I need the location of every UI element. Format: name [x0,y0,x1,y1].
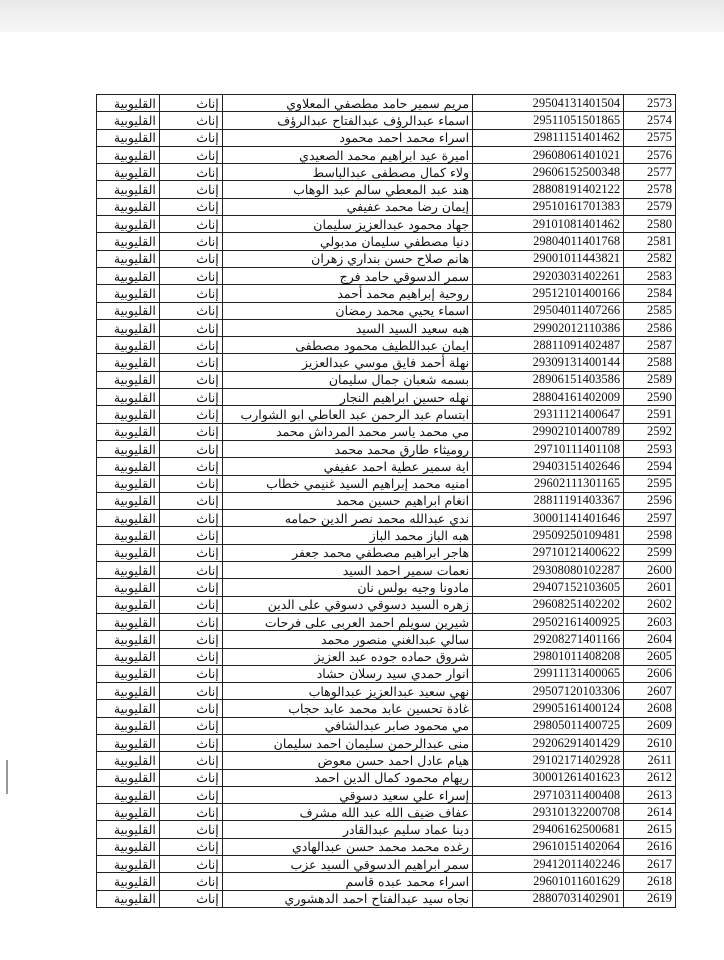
governorate-cell: القليوبية [97,164,160,181]
table-row [97,596,676,613]
national-id-cell: 29606152500348 [473,164,624,181]
gender-cell: إناث [159,579,222,596]
serial-number-cell: 2615 [624,821,676,838]
name-cell: هبه سعيد السيد السيد [222,319,472,336]
gender-cell: إناث [159,769,222,786]
table-row [97,648,676,665]
serial-number-cell: 2587 [624,337,676,354]
gender-cell: إناث [159,475,222,492]
governorate-cell: القليوبية [97,440,160,457]
table-row [97,613,676,630]
national-id-cell: 29310132200708 [473,804,624,821]
governorate-cell: القليوبية [97,389,160,406]
gender-cell: إناث [159,337,222,354]
roster-body [97,95,676,908]
national-id-cell: 29801011408208 [473,648,624,665]
gender-cell: إناث [159,804,222,821]
gender-cell: إناث [159,95,222,112]
page-top-shadow [0,0,724,32]
governorate-cell: القليوبية [97,233,160,250]
name-cell: إسراء علي سعيد دسوقي [222,786,472,803]
gender-cell: إناث [159,873,222,890]
gender-cell: إناث [159,129,222,146]
governorate-cell: القليوبية [97,873,160,890]
table-row [97,389,676,406]
national-id-cell: 29406162500681 [473,821,624,838]
name-cell: روميثاء طارق محمد محمد [222,440,472,457]
governorate-cell: القليوبية [97,129,160,146]
gender-cell: إناث [159,389,222,406]
gender-cell: إناث [159,423,222,440]
table-row [97,786,676,803]
table-row [97,302,676,319]
table-row [97,250,676,267]
governorate-cell: القليوبية [97,596,160,613]
name-cell: روحية إبراهيم محمد أحمد [222,285,472,302]
national-id-cell: 29504131401504 [473,95,624,112]
table-row [97,752,676,769]
gender-cell: إناث [159,527,222,544]
governorate-cell: القليوبية [97,665,160,682]
gender-cell: إناث [159,354,222,371]
table-row [97,337,676,354]
governorate-cell: القليوبية [97,458,160,475]
gender-cell: إناث [159,198,222,215]
gender-cell: إناث [159,233,222,250]
serial-number-cell: 2579 [624,198,676,215]
serial-number-cell: 2575 [624,129,676,146]
table-row [97,579,676,596]
table-row [97,873,676,890]
name-cell: مادونا وجيه بولس نان [222,579,472,596]
governorate-cell: القليوبية [97,250,160,267]
serial-number-cell: 2595 [624,475,676,492]
gender-cell: إناث [159,285,222,302]
table-row [97,181,676,198]
governorate-cell: القليوبية [97,838,160,855]
gender-cell: إناث [159,302,222,319]
table-row [97,267,676,284]
national-id-cell: 29710121400622 [473,544,624,561]
table-row [97,458,676,475]
governorate-cell: القليوبية [97,406,160,423]
name-cell: اسراء محمد احمد محمود [222,129,472,146]
name-cell: رغده محمد محمد حسن عبدالهادي [222,838,472,855]
serial-number-cell: 2605 [624,648,676,665]
name-cell: ايمان عبداللطيف محمود مصطفى [222,337,472,354]
governorate-cell: القليوبية [97,613,160,630]
table-row [97,354,676,371]
table-row [97,112,676,129]
gender-cell: إناث [159,458,222,475]
table-row [97,631,676,648]
governorate-cell: القليوبية [97,527,160,544]
gender-cell: إناث [159,821,222,838]
serial-number-cell: 2580 [624,216,676,233]
gender-cell: إناث [159,112,222,129]
national-id-cell: 29804011401768 [473,233,624,250]
table-row [97,475,676,492]
name-cell: دنيا مصطفي سليمان مدبولي [222,233,472,250]
name-cell: نهي سعيد عبدالعزيز عبدالوهاب [222,683,472,700]
table-row [97,371,676,388]
name-cell: جهاد محمود عبدالعزيز سليمان [222,216,472,233]
table-row [97,95,676,112]
governorate-cell: القليوبية [97,579,160,596]
serial-number-cell: 2599 [624,544,676,561]
table-row [97,804,676,821]
name-cell: هبه الباز محمد الباز [222,527,472,544]
table-row [97,423,676,440]
table-row [97,510,676,527]
name-cell: سمر الدسوقي حامد فرج [222,267,472,284]
national-id-cell: 28804161402009 [473,389,624,406]
governorate-cell: القليوبية [97,631,160,648]
gender-cell: إناث [159,510,222,527]
name-cell: نهلة أحمد فايق موسي عبدالعزيز [222,354,472,371]
national-id-cell: 29510161701383 [473,198,624,215]
name-cell: ندي عبدالله محمد نصر الدين حمامه [222,510,472,527]
gender-cell: إناث [159,890,222,907]
name-cell: زهره السيد دسوقي دسوقي على الدين [222,596,472,613]
national-id-cell: 28811191403367 [473,492,624,509]
governorate-cell: القليوبية [97,700,160,717]
serial-number-cell: 2602 [624,596,676,613]
serial-number-cell: 2612 [624,769,676,786]
governorate-cell: القليوبية [97,475,160,492]
gender-cell: إناث [159,665,222,682]
name-cell: هند عبد المعطي سالم عبد الوهاب [222,181,472,198]
national-id-cell: 28807031402901 [473,890,624,907]
name-cell: شيرين سويلم احمد العربى على فرحات [222,613,472,630]
serial-number-cell: 2618 [624,873,676,890]
table-row [97,198,676,215]
serial-number-cell: 2596 [624,492,676,509]
governorate-cell: القليوبية [97,890,160,907]
serial-number-cell: 2573 [624,95,676,112]
gender-cell: إناث [159,319,222,336]
national-id-cell: 28808191402122 [473,181,624,198]
serial-number-cell: 2608 [624,700,676,717]
gender-cell: إناث [159,164,222,181]
table-row [97,406,676,423]
table-row [97,734,676,751]
governorate-cell: القليوبية [97,856,160,873]
governorate-cell: القليوبية [97,786,160,803]
serial-number-cell: 2585 [624,302,676,319]
national-id-cell: 28906151403586 [473,371,624,388]
serial-number-cell: 2574 [624,112,676,129]
national-id-cell: 29710311400408 [473,786,624,803]
gender-cell: إناث [159,648,222,665]
gender-cell: إناث [159,838,222,855]
national-id-cell: 29902012110386 [473,319,624,336]
governorate-cell: القليوبية [97,510,160,527]
gender-cell: إناث [159,250,222,267]
national-id-cell: 29811151401462 [473,129,624,146]
gender-cell: إناث [159,267,222,284]
national-id-cell: 30001261401623 [473,769,624,786]
governorate-cell: القليوبية [97,146,160,163]
national-id-cell: 29308080102287 [473,562,624,579]
serial-number-cell: 2607 [624,683,676,700]
name-cell: إيمان رضا محمد عفيفي [222,198,472,215]
national-id-cell: 29511051501865 [473,112,624,129]
national-id-cell: 29309131400144 [473,354,624,371]
serial-number-cell: 2617 [624,856,676,873]
governorate-cell: القليوبية [97,821,160,838]
gender-cell: إناث [159,700,222,717]
serial-number-cell: 2577 [624,164,676,181]
serial-number-cell: 2611 [624,752,676,769]
national-id-cell: 29610151402064 [473,838,624,855]
serial-number-cell: 2597 [624,510,676,527]
governorate-cell: القليوبية [97,752,160,769]
gender-cell: إناث [159,562,222,579]
name-cell: ابتسام عبد الرحمن عبد العاطي ابو الشوارب [222,406,472,423]
table-row [97,492,676,509]
table-row [97,562,676,579]
national-id-cell: 29601011601629 [473,873,624,890]
national-id-cell: 29608061401021 [473,146,624,163]
name-cell: امنيه محمد إبراهيم السيد غنيمي خطاب [222,475,472,492]
table-row [97,216,676,233]
governorate-cell: القليوبية [97,216,160,233]
gender-cell: إناث [159,181,222,198]
name-cell: اميرة عيد ابراهيم محمد الصعيدي [222,146,472,163]
table-row [97,700,676,717]
governorate-cell: القليوبية [97,804,160,821]
table-row [97,665,676,682]
name-cell: مريم سمير حامد مطصفي المعلاوي [222,95,472,112]
governorate-cell: القليوبية [97,302,160,319]
name-cell: بسمه شعبان جمال سليمان [222,371,472,388]
table-row [97,838,676,855]
serial-number-cell: 2610 [624,734,676,751]
national-id-cell: 29608251402202 [473,596,624,613]
gender-cell: إناث [159,613,222,630]
governorate-cell: القليوبية [97,285,160,302]
scan-edge-mark [6,760,8,794]
name-cell: سالي عبدالغني منصور محمد [222,631,472,648]
name-cell: انغام ابراهيم حسين محمد [222,492,472,509]
serial-number-cell: 2591 [624,406,676,423]
serial-number-cell: 2600 [624,562,676,579]
gender-cell: إناث [159,544,222,561]
table-row [97,717,676,734]
gender-cell: إناث [159,717,222,734]
governorate-cell: القليوبية [97,267,160,284]
national-id-cell: 30001141401646 [473,510,624,527]
table-row [97,683,676,700]
gender-cell: إناث [159,752,222,769]
governorate-cell: القليوبية [97,112,160,129]
gender-cell: إناث [159,216,222,233]
governorate-cell: القليوبية [97,198,160,215]
national-id-cell: 29403151402646 [473,458,624,475]
serial-number-cell: 2584 [624,285,676,302]
name-cell: نعمات سمير احمد السيد [222,562,472,579]
serial-number-cell: 2606 [624,665,676,682]
table-row [97,164,676,181]
name-cell: غادة تحسين عابد محمد عابد حجاب [222,700,472,717]
governorate-cell: القليوبية [97,683,160,700]
name-cell: نهله حسين ابراهيم النجار [222,389,472,406]
serial-number-cell: 2592 [624,423,676,440]
table-row [97,319,676,336]
national-id-cell: 29101081401462 [473,216,624,233]
governorate-cell: القليوبية [97,371,160,388]
name-cell: مي محمود صابر عبدالشافي [222,717,472,734]
serial-number-cell: 2593 [624,440,676,457]
national-id-cell: 29512101400166 [473,285,624,302]
national-id-cell: 29805011400725 [473,717,624,734]
gender-cell: إناث [159,492,222,509]
national-id-cell: 29911131400065 [473,665,624,682]
serial-number-cell: 2582 [624,250,676,267]
national-id-cell: 29102171402928 [473,752,624,769]
name-cell: هاجر ابراهيم مصطفي محمد جعفر [222,544,472,561]
governorate-cell: القليوبية [97,181,160,198]
gender-cell: إناث [159,631,222,648]
serial-number-cell: 2589 [624,371,676,388]
governorate-cell: القليوبية [97,734,160,751]
national-id-cell: 29203031402261 [473,267,624,284]
serial-number-cell: 2614 [624,804,676,821]
serial-number-cell: 2594 [624,458,676,475]
governorate-cell: القليوبية [97,423,160,440]
national-id-cell: 29311121400647 [473,406,624,423]
serial-number-cell: 2586 [624,319,676,336]
national-id-cell: 29502161400925 [473,613,624,630]
roster-table [96,94,676,908]
name-cell: هانم صلاح حسن بنداري زهران [222,250,472,267]
table-row [97,821,676,838]
table-row [97,856,676,873]
name-cell: اسماء يحيي محمد رمضان [222,302,472,319]
table-row [97,769,676,786]
serial-number-cell: 2576 [624,146,676,163]
gender-cell: إناث [159,786,222,803]
national-id-cell: 29206291401429 [473,734,624,751]
national-id-cell: 29504011407266 [473,302,624,319]
national-id-cell: 29905161400124 [473,700,624,717]
national-id-cell: 29710111401108 [473,440,624,457]
table-row [97,527,676,544]
serial-number-cell: 2590 [624,389,676,406]
gender-cell: إناث [159,440,222,457]
governorate-cell: القليوبية [97,354,160,371]
gender-cell: إناث [159,856,222,873]
national-id-cell: 29602111301165 [473,475,624,492]
name-cell: هيام عادل احمد حسن معوض [222,752,472,769]
table-row [97,146,676,163]
governorate-cell: القليوبية [97,544,160,561]
name-cell: نجاه سيد عبدالفتاح احمد الدهشوري [222,890,472,907]
table-row [97,440,676,457]
governorate-cell: القليوبية [97,319,160,336]
national-id-cell: 29208271401166 [473,631,624,648]
gender-cell: إناث [159,146,222,163]
gender-cell: إناث [159,734,222,751]
gender-cell: إناث [159,371,222,388]
serial-number-cell: 2601 [624,579,676,596]
name-cell: ريهام محمود كمال الدين احمد [222,769,472,786]
name-cell: سمر ابراهيم الدسوقي السيد عزب [222,856,472,873]
national-id-cell: 29001011443821 [473,250,624,267]
national-id-cell: 29412011402246 [473,856,624,873]
table-row [97,544,676,561]
national-id-cell: 29407152103605 [473,579,624,596]
serial-number-cell: 2578 [624,181,676,198]
serial-number-cell: 2619 [624,890,676,907]
serial-number-cell: 2616 [624,838,676,855]
national-id-cell: 29507120103306 [473,683,624,700]
name-cell: مي محمد ياسر محمد المرداش محمد [222,423,472,440]
serial-number-cell: 2598 [624,527,676,544]
governorate-cell: القليوبية [97,337,160,354]
table-row [97,890,676,907]
serial-number-cell: 2588 [624,354,676,371]
name-cell: دينا عماد سليم عبدالقادر [222,821,472,838]
name-cell: ولاء كمال مصطفى عبدالباسط [222,164,472,181]
table-row [97,129,676,146]
gender-cell: إناث [159,683,222,700]
serial-number-cell: 2604 [624,631,676,648]
name-cell: منى عبدالرحمن سليمان احمد سليمان [222,734,472,751]
name-cell: انوار حمدي سيد رسلان حشاد [222,665,472,682]
gender-cell: إناث [159,596,222,613]
national-id-cell: 28811091402487 [473,337,624,354]
governorate-cell: القليوبية [97,562,160,579]
name-cell: شروق حماده جوده عبد العزيز [222,648,472,665]
name-cell: اسماء عبدالرؤف عبدالفتاح عبدالرؤف [222,112,472,129]
gender-cell: إناث [159,406,222,423]
governorate-cell: القليوبية [97,95,160,112]
national-id-cell: 29509250109481 [473,527,624,544]
governorate-cell: القليوبية [97,648,160,665]
table-row [97,233,676,250]
table-row [97,285,676,302]
governorate-cell: القليوبية [97,717,160,734]
serial-number-cell: 2603 [624,613,676,630]
name-cell: اية سمير عطية احمد عفيفي [222,458,472,475]
national-id-cell: 29902101400789 [473,423,624,440]
serial-number-cell: 2583 [624,267,676,284]
serial-number-cell: 2609 [624,717,676,734]
serial-number-cell: 2613 [624,786,676,803]
name-cell: عفاف ضيف الله عبد الله مشرف [222,804,472,821]
governorate-cell: القليوبية [97,492,160,509]
name-cell: اسراء محمد عبده قاسم [222,873,472,890]
serial-number-cell: 2581 [624,233,676,250]
governorate-cell: القليوبية [97,769,160,786]
